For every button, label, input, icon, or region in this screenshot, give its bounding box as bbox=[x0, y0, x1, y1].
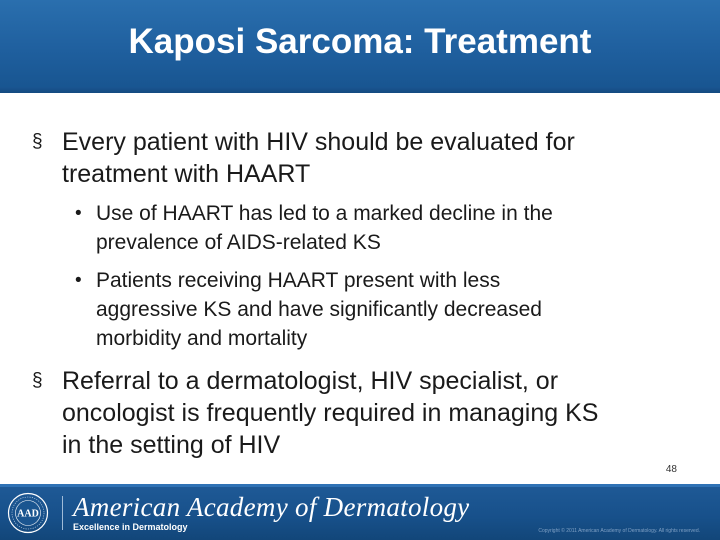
title-bar bbox=[0, 0, 720, 93]
footer-accent-line bbox=[0, 484, 720, 487]
organization-name: American Academy of Dermatology bbox=[73, 492, 470, 522]
copyright-notice: Copyright © 2011 American Academy of Dermatology. All rights reserved. bbox=[538, 528, 700, 534]
sub-bullet-line: Patients receiving HAART present with less bbox=[96, 269, 501, 292]
seal-text: AAD bbox=[17, 508, 39, 520]
bullet-marker: § bbox=[32, 131, 43, 152]
footer-bar bbox=[0, 484, 720, 540]
sub-bullet-line: Use of HAART has led to a marked decline in the bbox=[96, 202, 553, 225]
bullet-line: oncologist is frequently required in managing KS bbox=[62, 399, 599, 427]
bullet-line: Referral to a dermatologist, HIV specialist, or bbox=[62, 367, 559, 395]
sub-bullet-item bbox=[75, 266, 666, 353]
page-number: 48 bbox=[665, 464, 677, 475]
sub-bullet-marker: • bbox=[75, 203, 82, 224]
sub-bullet-marker: • bbox=[75, 270, 82, 291]
sub-bullet-line: morbidity and mortality bbox=[96, 327, 308, 350]
bullet-line: in the setting of HIV bbox=[62, 431, 281, 459]
footer-divider bbox=[62, 496, 63, 530]
bullet-item bbox=[32, 126, 682, 190]
bullet-line: Every patient with HIV should be evaluated for bbox=[62, 128, 575, 156]
bullet-marker: § bbox=[32, 370, 43, 391]
bullet-line: treatment with HAART bbox=[62, 160, 311, 188]
bullet-item bbox=[32, 365, 682, 461]
slide-title: Kaposi Sarcoma: Treatment bbox=[128, 22, 592, 61]
sub-bullet-line: aggressive KS and have significantly decreased bbox=[96, 298, 542, 321]
organization-tagline: Excellence in Dermatology bbox=[73, 522, 188, 532]
sub-bullet-item bbox=[75, 199, 666, 257]
aad-seal-icon bbox=[7, 492, 49, 534]
sub-bullet-line: prevalence of AIDS-related KS bbox=[96, 231, 381, 254]
